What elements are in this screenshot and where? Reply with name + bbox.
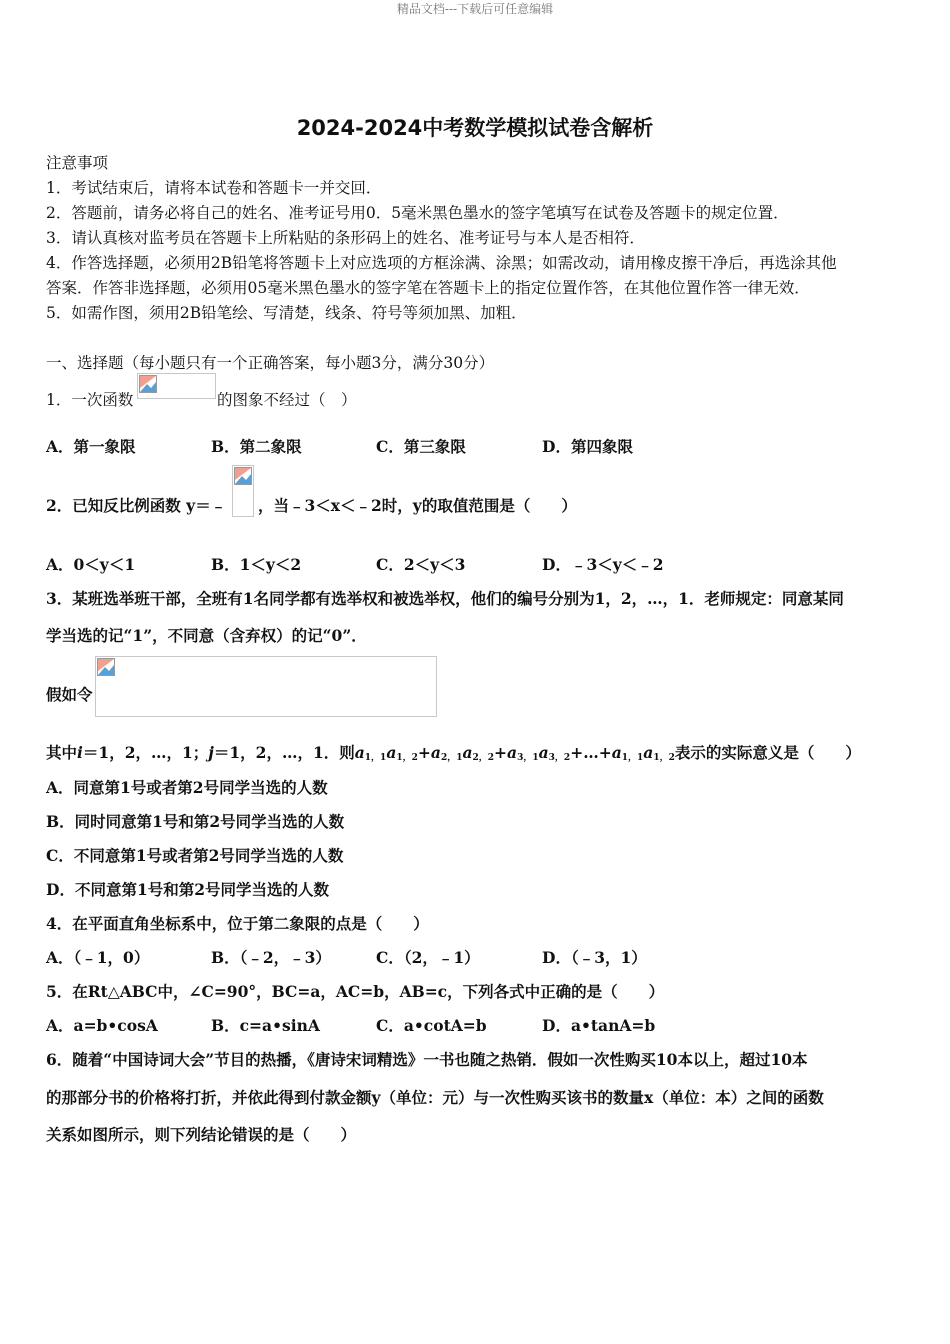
q5-stem: 5．在Rt△ABC中，∠C=90°，BC=a，AC=b，AB=c，下列各式中正确的是（ ）: [46, 982, 665, 1001]
q2-option-b: B．1＜y＜2: [211, 555, 302, 574]
q2-stem-end: ，当﹣3＜x＜﹣2时，y的取值范围是（ ）: [258, 496, 577, 515]
q3-option-b: B．同时同意第1号和第2号同学当选的人数: [46, 812, 345, 831]
expr-variable: a: [354, 743, 365, 762]
q1-option-d: D．第四象限: [542, 437, 633, 456]
expr-operator: +: [417, 743, 431, 762]
expr-subscript: 1，1: [364, 753, 387, 763]
expr-variable: a: [507, 743, 518, 762]
broken-image-icon: [139, 375, 157, 393]
broken-image-icon: [97, 658, 115, 676]
q1-stem-end: 的图象不经过（ ）: [217, 391, 357, 409]
q6-line-2: 的那部分书的价格将打折，并依此得到付款金额y（单位：元）与一次性购买该书的数量x（单位：本）之间的函数: [46, 1088, 824, 1107]
notice-item: 1．考试结束后，请将本试卷和答题卡一并交回．: [46, 179, 382, 197]
expr-variable: a: [538, 743, 549, 762]
q3-option-d: D．不同意第1号和第2号同学当选的人数: [46, 880, 330, 899]
q3-sum-expression: [355, 743, 675, 762]
q5-option-c: C．a•cotA=b: [376, 1016, 487, 1035]
q6-line-3: 关系如图所示，则下列结论错误的是（ ）: [46, 1125, 357, 1144]
expr-subscript: 3，2: [548, 753, 571, 763]
formula-image-placeholder: [137, 373, 216, 399]
q3-line-1: 3．某班选举班干部，全班有1名同学都有选举权和被选举权，他们的编号分别为1，2，…，1．老师规定：同意某同: [46, 589, 844, 608]
expr-subscript: 1，2: [653, 753, 675, 763]
q1-stem-start: 1．一次函数: [46, 391, 134, 409]
expr-operator: +…+: [570, 743, 612, 762]
q5-option-d: D．a•tanA=b: [542, 1016, 656, 1035]
expr-variable: a: [386, 743, 397, 762]
q4-option-a: A．（﹣1，0）: [46, 948, 150, 967]
notice-item: 答案．作答非选择题，必须用05毫米黑色墨水的签字笔在答题卡上的指定位置作答，在其他位置作答一律无效．: [46, 279, 810, 297]
expr-variable: a: [430, 743, 441, 762]
q2-option-d: D．﹣3＜y＜﹣2: [542, 555, 664, 574]
q4-option-d: D．（﹣3，1）: [542, 948, 647, 967]
page-header: 精品文档---下载后可任意编辑: [396, 2, 554, 16]
section-heading: 一、选择题（每小题只有一个正确答案，每小题3分，满分30分）: [46, 354, 495, 372]
formula-image-placeholder: [95, 656, 437, 717]
q1-option-b: B．第二象限: [211, 437, 302, 456]
q4-option-b: B．（﹣2，﹣3）: [211, 948, 331, 967]
expr-subscript: 2，2: [472, 753, 495, 763]
q3-where-line: 其中i＝1，2，…，1；j＝1，2，…，1．则$a_{1,1}a_{1,2}+a_{2,1}a_{2,2}+a_{3,1}a_{3,2}+\dots+a_{1,1}a_{1,2}$表示的实际意义是（ ）: [46, 743, 861, 763]
notice-item: 4．作答选择题，必须用2B铅笔将答题卡上对应选项的方框涂满、涂黑；如需改动，请用橡皮擦干净后，再选涂其他: [46, 254, 837, 272]
q4-option-c: C．（2，﹣1）: [376, 948, 480, 967]
q1-option-a: A．第一象限: [46, 437, 136, 456]
expr-variable: a: [643, 743, 654, 762]
expr-subscript: 1，1: [621, 753, 644, 763]
q4-stem: 4．在平面直角坐标系中，位于第二象限的点是（ ）: [46, 914, 429, 933]
broken-image-icon: [234, 467, 252, 485]
document-title: 2024-2024中考数学模拟试卷含解析: [296, 116, 654, 140]
q2-stem-start: 2．已知反比例函数 y＝﹣: [46, 496, 227, 515]
q3-suppose: 假如令: [46, 685, 93, 704]
q2-option-a: A．0＜y＜1: [46, 555, 136, 574]
formula-image-placeholder: [232, 465, 254, 517]
expr-subscript: 3，1: [517, 753, 539, 763]
q3-option-a: A．同意第1号或者第2号同学当选的人数: [46, 778, 328, 797]
q5-option-b: B．c=a•sinA: [211, 1016, 320, 1035]
notice-item: 3．请认真核对监考员在答题卡上所粘贴的条形码上的姓名、准考证号与本人是否相符．: [46, 229, 645, 247]
q2-option-c: C．2＜y＜3: [376, 555, 466, 574]
expr-operator: +: [494, 743, 508, 762]
q6-line-1: 6．随着“中国诗词大会”节目的热播，《唐诗宋词精选》一书也随之热销．假如一次性购买10本以上，超过10本: [46, 1050, 808, 1069]
q3-option-c: C．不同意第1号或者第2号同学当选的人数: [46, 846, 344, 865]
expr-subscript: 1，2: [396, 753, 418, 763]
q1-option-c: C．第三象限: [376, 437, 466, 456]
notice-item: 5．如需作图，须用2B铅笔绘、写清楚，线条、符号等须加黑、加粗．: [46, 304, 527, 322]
notice-item: 2．答题前，请务必将自己的姓名、准考证号用0．5毫米黑色墨水的签字笔填写在试卷及答题卡的规定位置．: [46, 204, 789, 222]
q3-line-2: 学当选的记“1”，不同意（含弃权）的记“0”．: [46, 626, 367, 645]
expr-variable: a: [462, 743, 473, 762]
expr-subscript: 2，1: [440, 753, 463, 763]
notice-heading: 注意事项: [46, 154, 109, 172]
q5-option-a: A．a=b•cosA: [46, 1016, 158, 1035]
expr-variable: a: [611, 743, 622, 762]
